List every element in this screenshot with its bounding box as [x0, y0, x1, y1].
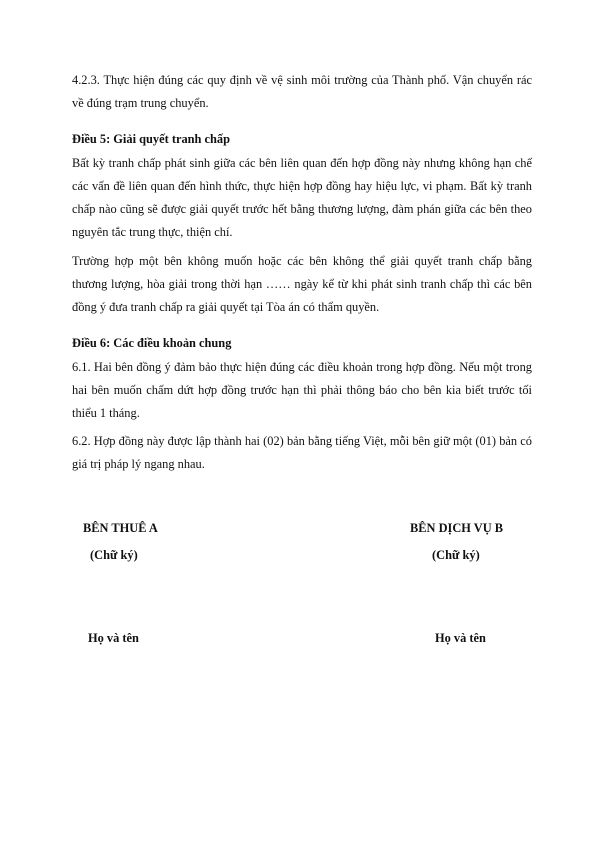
party-b-title: BÊN DỊCH VỤ B: [410, 521, 504, 535]
article-6-para-1-text: 6.1. Hai bên đồng ý đảm bảo thực hiện đúng các điều khoản trong hợp đồng. Nếu một trong hai bên muốn chấm dứt hợp đồng trước hạn thì phải thông báo cho bên kia biết trước tối thiểu 1 tháng.: [72, 360, 532, 420]
article-6-paragraph-1: [72, 356, 532, 425]
article-5-paragraph-1: [72, 152, 532, 244]
article-5-para-2-text: Trường hợp một bên không muốn hoặc các bên không thể giải quyết tranh chấp bằng thương lượng, hòa giải trong thời hạn …… ngày kể từ khi phát sinh tranh chấp thì các bên đồng ý đưa tranh chấp ra giải quyết tại Tòa án có thẩm quyền.: [72, 254, 532, 314]
article-5-paragraph-2: [72, 250, 532, 319]
article-6-section: [72, 333, 532, 353]
article-6-heading: Điều 6: Các điều khoản chung: [72, 336, 232, 350]
article-5-para-1-text: Bất kỳ tranh chấp phát sinh giữa các bên liên quan đến hợp đồng này nhưng không hạn chế các vấn đề liên quan đến hình thức, thực hiện hợp đồng hay hiệu lực, vi phạm. Bất kỳ tranh chấp nào cũng sẽ được giải quyết trước hết bằng thương lượng, đàm phán giữa các bên theo nguyên tắc trung thực, thiện chí.: [72, 156, 532, 239]
article-6-para-2-text: 6.2. Hợp đồng này được lập thành hai (02) bản bằng tiếng Việt, mỗi bên giữ một (01) bản có giá trị pháp lý ngang nhau.: [72, 434, 532, 471]
clause-4-2-3: [72, 69, 532, 115]
party-a-title: BÊN THUÊ A: [83, 521, 158, 535]
article-5-section: [72, 129, 532, 149]
article-5-heading: Điều 5: Giải quyết tranh chấp: [72, 132, 230, 146]
party-b-name-label: Họ và tên: [435, 631, 486, 645]
clause-4-2-3-text: 4.2.3. Thực hiện đúng các quy định về vệ sinh môi trường của Thành phố. Vận chuyển rác về đúng trạm trung chuyển.: [72, 73, 532, 110]
party-a-signature-note: (Chữ ký): [90, 548, 138, 562]
party-a-name-label: Họ và tên: [88, 631, 139, 645]
party-b-signature-note: (Chữ ký): [432, 548, 480, 562]
article-6-paragraph-2: [72, 430, 532, 476]
